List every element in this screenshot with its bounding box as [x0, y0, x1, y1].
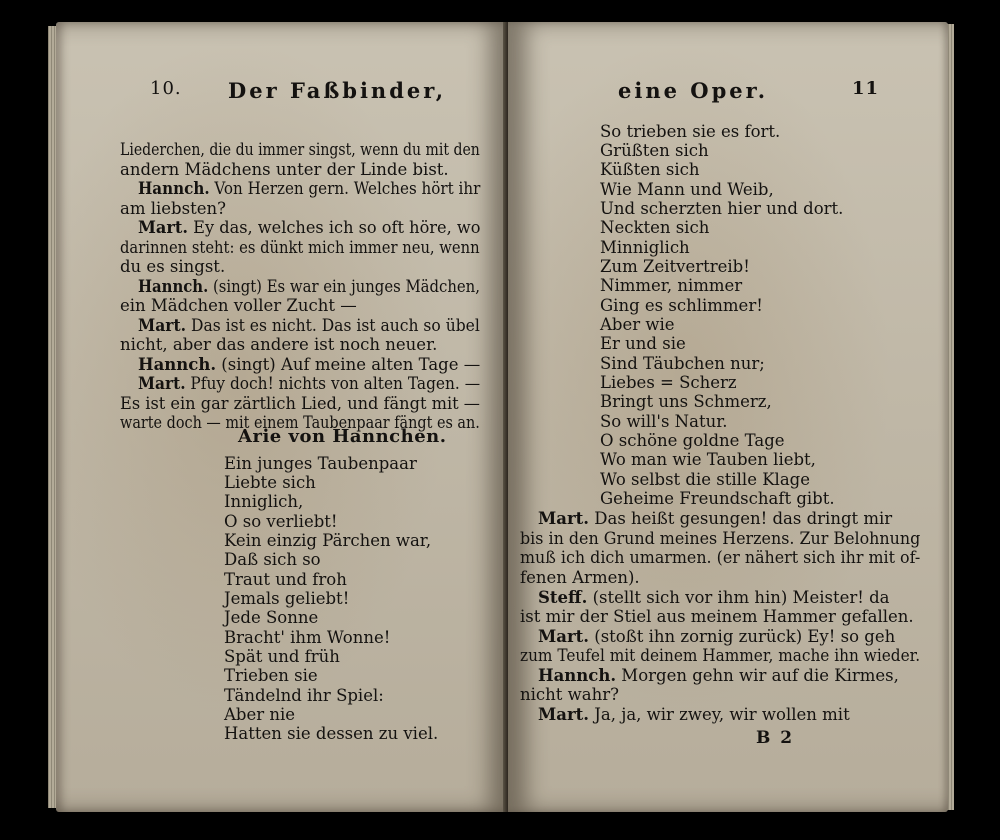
- text-line: warte doch — mit einem Taubenpaar fängt es an.: [120, 413, 480, 432]
- text-line: bis in den Grund meines Herzens. Zur Belohnung: [520, 529, 921, 548]
- verse-line: Wo man wie Tauben liebt,: [600, 450, 816, 469]
- verse-line: Zum Zeitvertreib!: [600, 257, 750, 276]
- verse-line: Geheime Freundschaft gibt.: [600, 489, 835, 508]
- verse-line: Liebte sich: [224, 473, 316, 492]
- speaker-name: Mart.: [538, 705, 590, 724]
- text-line: Hannch. (singt) Auf meine alten Tage —: [138, 355, 481, 374]
- text-line: ist mir der Stiel aus meinem Hammer gefallen.: [520, 607, 914, 626]
- right-page-header: [508, 78, 948, 108]
- speaker-name: Mart.: [538, 627, 590, 646]
- text-line: nicht, aber das andere ist noch neuer.: [120, 335, 438, 354]
- verse-line: Aber nie: [224, 705, 296, 724]
- text-line: Mart. Das heißt gesungen! das dringt mir: [538, 509, 893, 528]
- text-line: nicht wahr?: [520, 685, 619, 704]
- speaker-name: Hannch.: [538, 666, 617, 685]
- verse-line: Wo selbst die stille Klage: [600, 470, 810, 489]
- verse-line: Bringt uns Schmerz,: [600, 392, 772, 411]
- verse-line: Er und sie: [600, 334, 686, 353]
- verse-line: Inniglich,: [224, 492, 304, 511]
- signature-mark: B 2: [756, 728, 795, 748]
- text-line: Hannch. Morgen gehn wir auf die Kirmes,: [538, 666, 899, 685]
- verse-line: Liebes = Scherz: [600, 373, 737, 392]
- verse-line: Sind Täubchen nur;: [600, 354, 765, 373]
- text-line: Steff. (stellt sich vor ihm hin) Meister! da: [538, 588, 890, 607]
- right-page: [508, 22, 948, 812]
- text-line: Liederchen, die du immer singst, wenn du mit den: [120, 140, 480, 159]
- right-running-head: eine Oper.: [618, 78, 769, 103]
- verse-line: So will's Natur.: [600, 412, 728, 431]
- verse-line: Ein junges Taubenpaar: [224, 454, 417, 473]
- speaker-name: Mart.: [538, 509, 590, 528]
- text-line: fenen Armen).: [520, 568, 640, 587]
- verse-line: Kein einzig Pärchen war,: [224, 531, 432, 550]
- text-line: darinnen steht: es dünkt mich immer neu, wenn: [120, 238, 480, 257]
- verse-line: Hatten sie dessen zu viel.: [224, 724, 439, 743]
- text-line: Mart. Ja, ja, wir zwey, wir wollen mit: [538, 705, 850, 724]
- left-running-head: Der Faßbinder,: [228, 78, 447, 103]
- left-page: [56, 22, 508, 812]
- verse-line: Neckten sich: [600, 218, 710, 237]
- verse-line: O schöne goldne Tage: [600, 431, 785, 450]
- verse-line: Aber wie: [600, 315, 675, 334]
- speaker-name: Mart.: [138, 218, 188, 237]
- speaker-name: Hannch.: [138, 277, 209, 296]
- speaker-name: Steff.: [538, 588, 588, 607]
- text-line: Mart. Ey das, welches ich so oft höre, wo: [138, 218, 481, 237]
- speaker-name: Hannch.: [138, 179, 210, 198]
- verse-line: Tändelnd ihr Spiel:: [224, 686, 384, 705]
- verse-line: Ging es schlimmer!: [600, 296, 763, 315]
- verse-line: Küßten sich: [600, 160, 700, 179]
- verse-line: Trieben sie: [224, 666, 318, 685]
- text-line: Mart. (stoßt ihn zornig zurück) Ey! so geh: [538, 627, 896, 646]
- speaker-name: Mart.: [138, 316, 187, 335]
- speaker-name: Hannch.: [138, 355, 217, 374]
- verse-line: Wie Mann und Weib,: [600, 180, 774, 199]
- verse-line: Jemals geliebt!: [224, 589, 350, 608]
- text-line: muß ich dich umarmen. (er nähert sich ihr mit of-: [520, 548, 921, 567]
- verse-line: Und scherzten hier und dort.: [600, 199, 844, 218]
- text-line: am liebsten?: [120, 199, 226, 218]
- verse-line: Daß sich so: [224, 550, 321, 569]
- verse-line: Traut und froh: [224, 570, 347, 589]
- verse-line: Nimmer, nimmer: [600, 276, 743, 295]
- verse-line: So trieben sie es fort.: [600, 122, 781, 141]
- text-line: Es ist ein gar zärtlich Lied, und fängt mit —: [120, 394, 480, 413]
- text-line: zum Teufel mit deinem Hammer, mache ihn wieder.: [520, 646, 921, 665]
- verse-line: O so verliebt!: [224, 512, 338, 531]
- text-line: Hannch. (singt) Es war ein junges Mädchen,: [138, 277, 480, 296]
- speaker-name: Mart.: [138, 374, 186, 393]
- right-page-number: 11: [852, 78, 880, 99]
- aria-heading: Arie von Hannchen.: [238, 426, 447, 447]
- left-page-header: [56, 78, 508, 108]
- text-line: ein Mädchen voller Zucht —: [120, 296, 357, 315]
- text-line: Mart. Pfuy doch! nichts von alten Tagen. —: [138, 374, 481, 393]
- text-line: andern Mädchens unter der Linde bist.: [120, 160, 449, 179]
- verse-line: Minniglich: [600, 238, 690, 257]
- text-line: Mart. Das ist es nicht. Das ist auch so übel: [138, 316, 480, 335]
- text-line: Hannch. Von Herzen gern. Welches hört ihr: [138, 179, 481, 198]
- verse-line: Jede Sonne: [224, 608, 319, 627]
- verse-line: Grüßten sich: [600, 141, 709, 160]
- verse-line: Spät und früh: [224, 647, 340, 666]
- text-line: du es singst.: [120, 257, 226, 276]
- verse-line: Bracht' ihm Wonne!: [224, 628, 391, 647]
- left-page-number: 10.: [150, 78, 182, 99]
